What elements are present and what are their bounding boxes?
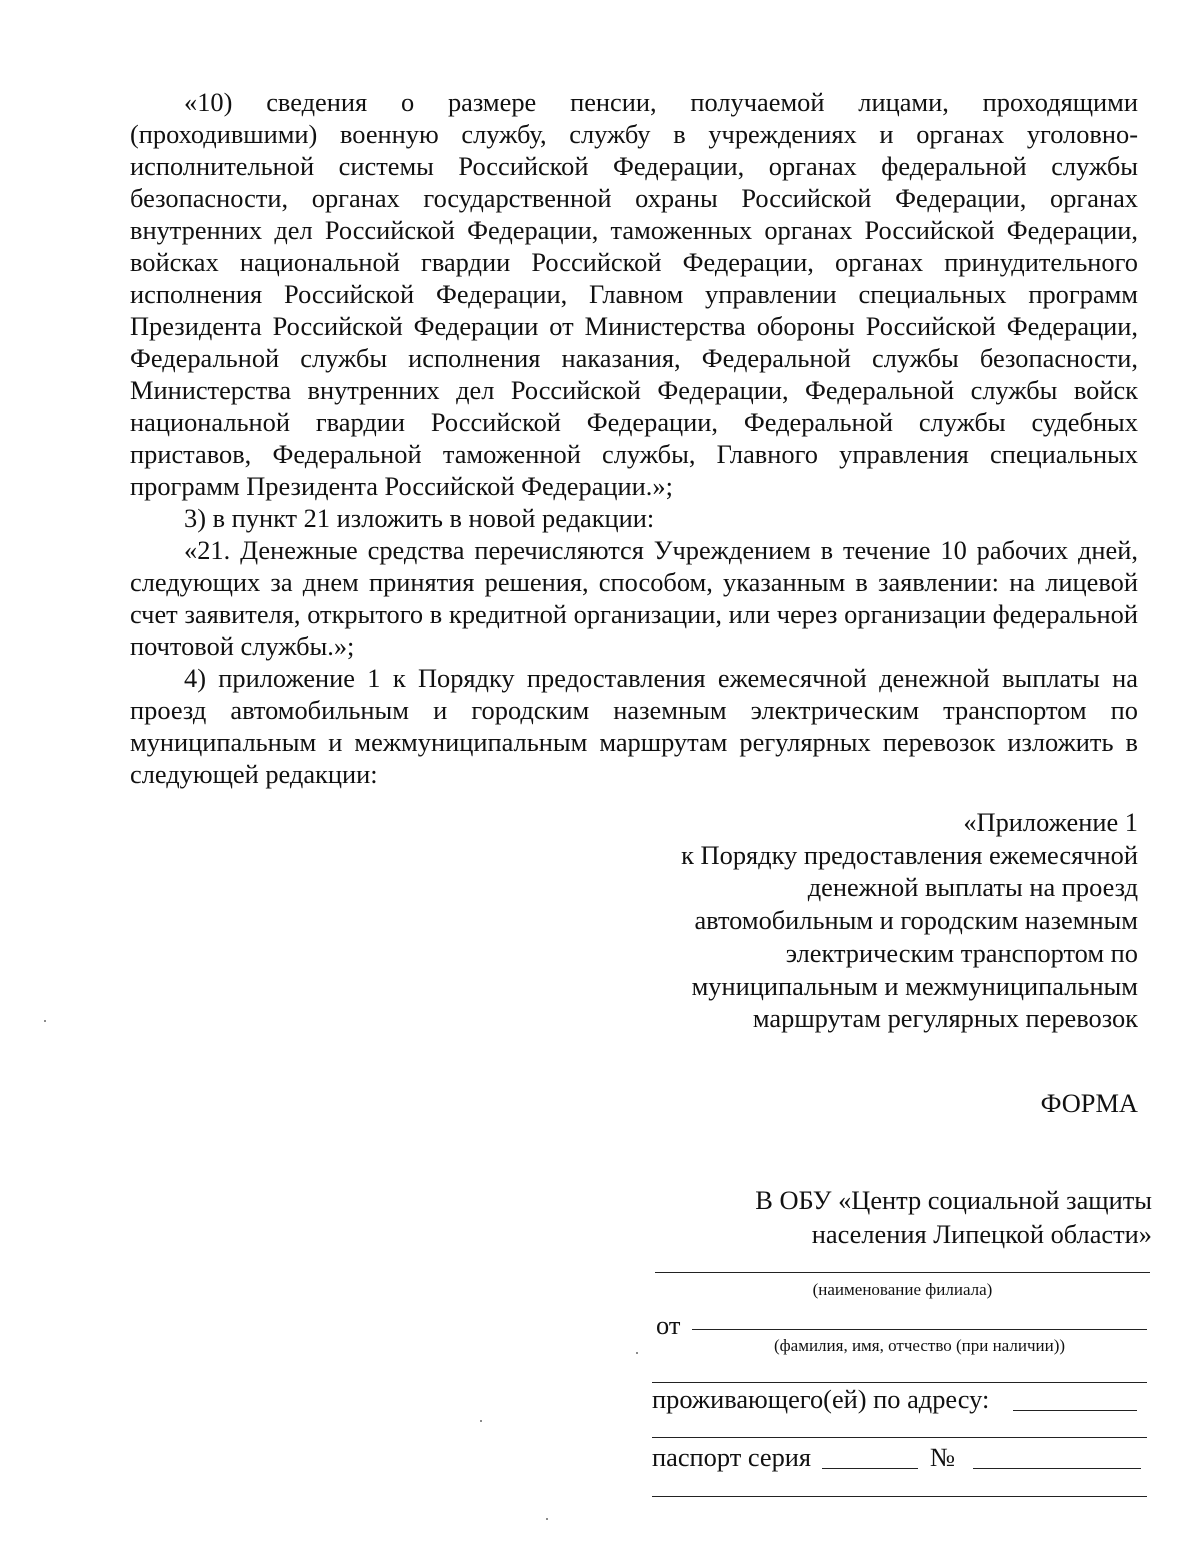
document-body	[130, 86, 1138, 790]
appendix-line: муниципальным и межмуниципальным	[691, 970, 1138, 1001]
appendix-line: денежной выплаты на проезд	[807, 872, 1138, 903]
paragraph-item-21: «21. Денежные средства перечисляются Учреждением в течение 10 рабочих дней, следующих за днем принятия решения, способом, указанным в заявлении: на лицевой счет заявителя, открытого в кредитной организации, или через организации федеральной почтовой службы.»;	[130, 535, 1138, 661]
addressee-line-2: населения Липецкой области»	[811, 1219, 1152, 1249]
form-label: ФОРМА	[1040, 1088, 1138, 1118]
address-line[interactable]	[1013, 1410, 1137, 1411]
paragraph-item-4: 4) приложение 1 к Порядку предоставления ежемесячной денежной выплаты на проезд автомобильным и городским наземным электрическим транспортом по муниципальным и межмуниципальным маршрутам регулярных перевозок изложить в следующей редакции:	[130, 663, 1138, 789]
full-name-line[interactable]	[692, 1329, 1147, 1330]
scan-speck	[44, 1020, 46, 1022]
passport-series-line[interactable]	[822, 1468, 918, 1469]
full-name-caption: (фамилия, имя, отчество (при наличии))	[773, 1336, 1066, 1355]
addressee-line-1: В ОБУ «Центр социальной защиты	[755, 1185, 1152, 1215]
appendix-header	[681, 806, 1138, 1035]
addressee-block	[755, 1183, 1152, 1251]
scan-speck	[636, 1352, 638, 1354]
branch-name-line[interactable]	[655, 1272, 1150, 1273]
appendix-line: автомобильным и городским наземным	[694, 905, 1138, 936]
appendix-line: электрическим транспортом по	[785, 937, 1138, 968]
scan-speck	[546, 1518, 548, 1520]
passport-number-line[interactable]	[973, 1468, 1141, 1469]
passport-continuation-line[interactable]	[652, 1496, 1147, 1497]
paragraph-pension-info: «10) сведения о размере пенсии, получаемой лицами, проходящими (проходившими) военную службу, службу в учреждениях и органах уголовно-исполнительной системы Российской Федерации, органах федеральной службы безопасности, органах государственной охраны Российской Федерации, органах внутренних дел Российской Федерации, таможенных органах Российской Федерации, войсках национальной гвардии Российской Федерации, органах принудительного исполнения Российской Федерации, Главном управлении специальных программ Президента Российской Федерации от Министерства обороны Российской Федерации, Федеральной службы исполнения наказания, Федеральной службы безопасности, Министерства внутренних дел Российской Федерации, Федеральной службы войск национальной гвардии Российской Федерации, Федеральной службы судебных приставов, Федеральной таможенной службы, Главного управления специальных программ Президента Российской Федерации.»;	[130, 87, 1138, 501]
paragraph-item-3: 3) в пункт 21 изложить в новой редакции:	[184, 503, 655, 533]
address-continuation-line[interactable]	[652, 1437, 1147, 1438]
passport-number-label: №	[930, 1442, 956, 1472]
address-label: проживающего(ей) по адресу:	[652, 1384, 990, 1414]
from-label: от	[656, 1310, 681, 1340]
scan-speck	[480, 1420, 482, 1422]
branch-caption: (наименование филиала)	[812, 1280, 993, 1299]
appendix-line: к Порядку предоставления ежемесячной	[681, 839, 1138, 870]
passport-series-label: паспорт серия	[652, 1442, 812, 1472]
full-name-continuation-line[interactable]	[652, 1382, 1147, 1383]
appendix-line: маршрутам регулярных перевозок	[752, 1003, 1138, 1034]
appendix-line: «Приложение 1	[963, 807, 1138, 837]
